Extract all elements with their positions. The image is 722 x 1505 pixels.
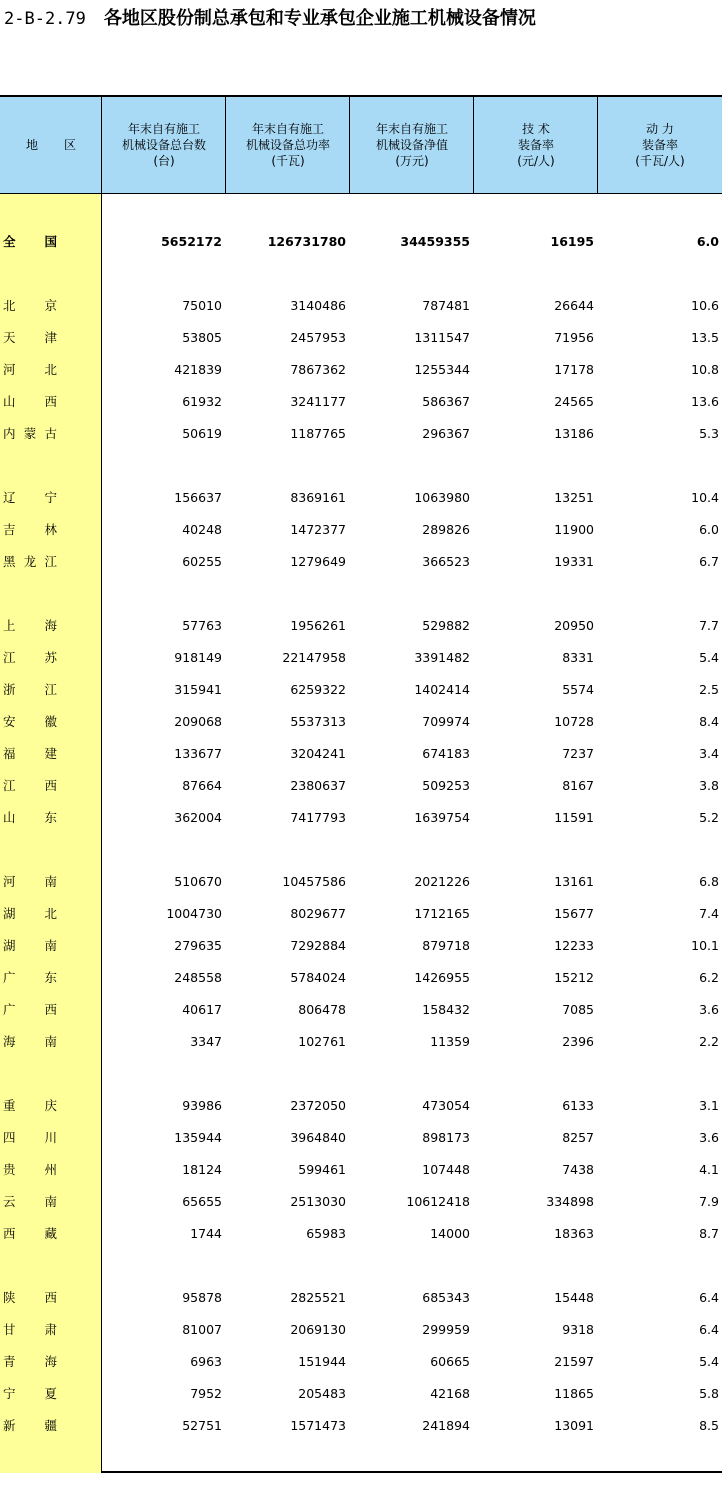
- cell-value: 3391482: [414, 650, 470, 665]
- region-name: 河 北: [3, 362, 57, 377]
- cell-value: 5784024: [290, 970, 346, 985]
- cell-value: 6259322: [290, 682, 346, 697]
- table-row: [0, 296, 722, 316]
- cell-value: 6133: [562, 1098, 594, 1113]
- cell-value: 20950: [554, 618, 594, 633]
- cell-value: 709974: [422, 714, 470, 729]
- table-row: [0, 1288, 722, 1308]
- region-name: 北 京: [3, 298, 57, 313]
- region-name: 海 南: [3, 1034, 57, 1049]
- table-row: [0, 1224, 722, 1244]
- cell-value: 42168: [430, 1386, 470, 1401]
- cell-value: 6.0: [699, 522, 719, 537]
- cell-value: 3.1: [699, 1098, 719, 1113]
- region-name: 广 东: [3, 970, 57, 985]
- cell-value: 3.6: [699, 1002, 719, 1017]
- table-row: [0, 712, 722, 732]
- cell-value: 7292884: [290, 938, 346, 953]
- header-line: (台): [153, 154, 175, 168]
- table-row: [0, 936, 722, 956]
- table-title: 各地区股份制总承包和专业承包企业施工机械设备情况: [103, 8, 536, 29]
- cell-value: 19331: [554, 554, 594, 569]
- cell-value: 473054: [422, 1098, 470, 1113]
- region-name: 河 南: [3, 874, 57, 889]
- cell-value: 362004: [174, 810, 222, 825]
- cell-value: 5.4: [699, 1354, 719, 1369]
- cell-value: 95878: [182, 1290, 222, 1305]
- cell-value: 3140486: [290, 298, 346, 313]
- region-name: 辽 宁: [3, 490, 57, 505]
- region-name: 重 庆: [3, 1098, 57, 1113]
- cell-value: 5.8: [699, 1386, 719, 1401]
- cell-value: 10.1: [691, 938, 719, 953]
- header-line: 机械设备净值: [375, 138, 448, 152]
- table-row: [0, 968, 722, 988]
- region-name: 云 南: [3, 1194, 57, 1209]
- header-power-rate: [597, 97, 722, 193]
- header-region-label: 地区: [25, 138, 102, 152]
- region-name: 湖 南: [3, 938, 57, 953]
- cell-value: 2.2: [699, 1034, 719, 1049]
- cell-value: 60665: [430, 1354, 470, 1369]
- region-name: 广 西: [3, 1002, 57, 1017]
- cell-value: 5574: [562, 682, 594, 697]
- region-name: 浙 江: [3, 682, 57, 697]
- cell-value: 6.4: [699, 1290, 719, 1305]
- cell-value: 10.4: [691, 490, 719, 505]
- table-row: [0, 872, 722, 892]
- table-row: [0, 616, 722, 636]
- cell-value: 2513030: [290, 1194, 346, 1209]
- region-name: 山 西: [3, 394, 57, 409]
- table-row: [0, 1096, 722, 1116]
- cell-value: 5652172: [161, 234, 222, 249]
- region-name: 宁 夏: [3, 1386, 57, 1401]
- cell-value: 2.5: [699, 682, 719, 697]
- cell-value: 13.5: [691, 330, 719, 345]
- header-total-units: [101, 97, 226, 193]
- cell-value: 52751: [182, 1418, 222, 1433]
- cell-value: 1956261: [290, 618, 346, 633]
- cell-value: 289826: [422, 522, 470, 537]
- region-name: 湖 北: [3, 906, 57, 921]
- cell-value: 1712165: [414, 906, 470, 921]
- cell-value: 1571473: [290, 1418, 346, 1433]
- header-line: 装备率: [641, 138, 678, 152]
- cell-value: 3.6: [699, 1130, 719, 1145]
- cell-value: 16195: [550, 234, 594, 249]
- cell-value: 135944: [174, 1130, 222, 1145]
- table-row: [0, 1192, 722, 1212]
- cell-value: 3964840: [290, 1130, 346, 1145]
- header-line: 动 力: [646, 122, 674, 136]
- cell-value: 81007: [182, 1322, 222, 1337]
- cell-value: 61932: [182, 394, 222, 409]
- table-row: [0, 680, 722, 700]
- cell-value: 674183: [422, 746, 470, 761]
- cell-value: 65655: [182, 1194, 222, 1209]
- cell-value: 13251: [554, 490, 594, 505]
- cell-value: 2380637: [290, 778, 346, 793]
- cell-value: 2069130: [290, 1322, 346, 1337]
- cell-value: 18363: [554, 1226, 594, 1241]
- cell-value: 6963: [190, 1354, 222, 1369]
- header-line: 年末自有施工: [127, 122, 200, 136]
- header-line: 机械设备总功率: [245, 138, 330, 152]
- region-name: 江 苏: [3, 650, 57, 665]
- region-name: 安 徽: [3, 714, 57, 729]
- cell-value: 57763: [182, 618, 222, 633]
- cell-value: 156637: [174, 490, 222, 505]
- cell-value: 918149: [174, 650, 222, 665]
- table-row: [0, 1384, 722, 1404]
- cell-value: 50619: [182, 426, 222, 441]
- cell-value: 296367: [422, 426, 470, 441]
- cell-value: 510670: [174, 874, 222, 889]
- cell-value: 1311547: [414, 330, 470, 345]
- table-row: [0, 648, 722, 668]
- cell-value: 10728: [554, 714, 594, 729]
- cell-value: 1744: [190, 1226, 222, 1241]
- cell-value: 1472377: [290, 522, 346, 537]
- header-line: (元/人): [517, 154, 555, 168]
- cell-value: 7438: [562, 1162, 594, 1177]
- cell-value: 133677: [174, 746, 222, 761]
- total-row: [0, 232, 722, 252]
- cell-value: 685343: [422, 1290, 470, 1305]
- cell-value: 3347: [190, 1034, 222, 1049]
- region-name: 新 疆: [3, 1418, 57, 1433]
- cell-value: 8029677: [290, 906, 346, 921]
- cell-value: 334898: [546, 1194, 594, 1209]
- cell-value: 3.8: [699, 778, 719, 793]
- cell-value: 8331: [562, 650, 594, 665]
- table-row: [0, 488, 722, 508]
- cell-value: 6.0: [696, 234, 719, 249]
- cell-value: 787481: [422, 298, 470, 313]
- region-name: 全 国: [3, 234, 57, 249]
- cell-value: 2021226: [414, 874, 470, 889]
- cell-value: 7085: [562, 1002, 594, 1017]
- cell-value: 10457586: [282, 874, 346, 889]
- cell-value: 2372050: [290, 1098, 346, 1113]
- region-name: 江 西: [3, 778, 57, 793]
- cell-value: 53805: [182, 330, 222, 345]
- cell-value: 1004730: [166, 906, 222, 921]
- region-name: 四 川: [3, 1130, 57, 1145]
- cell-value: 24565: [554, 394, 594, 409]
- cell-value: 9318: [562, 1322, 594, 1337]
- cell-value: 12233: [554, 938, 594, 953]
- region-name: 天 津: [3, 330, 57, 345]
- cell-value: 7.4: [699, 906, 719, 921]
- cell-value: 13186: [554, 426, 594, 441]
- region-name: 黑 龙 江: [3, 554, 57, 569]
- cell-value: 60255: [182, 554, 222, 569]
- region-name: 山 东: [3, 810, 57, 825]
- cell-value: 879718: [422, 938, 470, 953]
- cell-value: 4.1: [699, 1162, 719, 1177]
- cell-value: 10.6: [691, 298, 719, 313]
- table-row: [0, 904, 722, 924]
- data-table: [0, 95, 722, 1473]
- header-region: [0, 97, 102, 193]
- cell-value: 10612418: [406, 1194, 470, 1209]
- cell-value: 1279649: [290, 554, 346, 569]
- cell-value: 8.7: [699, 1226, 719, 1241]
- table-row: [0, 1416, 722, 1436]
- cell-value: 586367: [422, 394, 470, 409]
- table-row: [0, 808, 722, 828]
- header-line: 技 术: [522, 122, 550, 136]
- cell-value: 5.4: [699, 650, 719, 665]
- region-name: 甘 肃: [3, 1322, 57, 1337]
- cell-value: 806478: [298, 1002, 346, 1017]
- table-row: [0, 744, 722, 764]
- cell-value: 15212: [554, 970, 594, 985]
- cell-value: 15448: [554, 1290, 594, 1305]
- cell-value: 8.5: [699, 1418, 719, 1433]
- region-name: 上 海: [3, 618, 57, 633]
- cell-value: 8.4: [699, 714, 719, 729]
- cell-value: 1426955: [414, 970, 470, 985]
- cell-value: 898173: [422, 1130, 470, 1145]
- region-column-background: [0, 194, 102, 1473]
- cell-value: 13161: [554, 874, 594, 889]
- cell-value: 7417793: [290, 810, 346, 825]
- cell-value: 7.7: [699, 618, 719, 633]
- header-total-power: [225, 97, 350, 193]
- cell-value: 1187765: [290, 426, 346, 441]
- header-line: (万元): [395, 154, 429, 168]
- cell-value: 158432: [422, 1002, 470, 1017]
- cell-value: 93986: [182, 1098, 222, 1113]
- table-code: 2-B-2.79: [4, 9, 86, 29]
- cell-value: 3241177: [290, 394, 346, 409]
- cell-value: 11591: [554, 810, 594, 825]
- cell-value: 6.4: [699, 1322, 719, 1337]
- region-name: 贵 州: [3, 1162, 57, 1177]
- header-line: 装备率: [517, 138, 554, 152]
- cell-value: 1255344: [414, 362, 470, 377]
- cell-value: 205483: [298, 1386, 346, 1401]
- table-row: [0, 1320, 722, 1340]
- cell-value: 107448: [422, 1162, 470, 1177]
- table-row: [0, 360, 722, 380]
- cell-value: 8257: [562, 1130, 594, 1145]
- table-row: [0, 328, 722, 348]
- cell-value: 11865: [554, 1386, 594, 1401]
- cell-value: 241894: [422, 1418, 470, 1433]
- table-row: [0, 520, 722, 540]
- header-line: (千瓦): [271, 154, 305, 168]
- cell-value: 10.8: [691, 362, 719, 377]
- cell-value: 248558: [174, 970, 222, 985]
- table-header: [0, 97, 722, 194]
- cell-value: 1402414: [414, 682, 470, 697]
- cell-value: 14000: [430, 1226, 470, 1241]
- header-line: 年末自有施工: [251, 122, 324, 136]
- cell-value: 6.7: [699, 554, 719, 569]
- cell-value: 8369161: [290, 490, 346, 505]
- cell-value: 40617: [182, 1002, 222, 1017]
- cell-value: 13.6: [691, 394, 719, 409]
- cell-value: 7952: [190, 1386, 222, 1401]
- table-row: [0, 1032, 722, 1052]
- cell-value: 1639754: [414, 810, 470, 825]
- cell-value: 509253: [422, 778, 470, 793]
- table-row: [0, 392, 722, 412]
- cell-value: 299959: [422, 1322, 470, 1337]
- table-row: [0, 1352, 722, 1372]
- cell-value: 6.8: [699, 874, 719, 889]
- cell-value: 1063980: [414, 490, 470, 505]
- region-name: 吉 林: [3, 522, 57, 537]
- cell-value: 75010: [182, 298, 222, 313]
- cell-value: 209068: [174, 714, 222, 729]
- region-name: 西 藏: [3, 1226, 57, 1241]
- cell-value: 599461: [298, 1162, 346, 1177]
- cell-value: 7237: [562, 746, 594, 761]
- cell-value: 3204241: [290, 746, 346, 761]
- cell-value: 34459355: [400, 234, 470, 249]
- cell-value: 102761: [298, 1034, 346, 1049]
- table-row: [0, 552, 722, 572]
- cell-value: 11359: [430, 1034, 470, 1049]
- table-row: [0, 1160, 722, 1180]
- cell-value: 529882: [422, 618, 470, 633]
- cell-value: 65983: [306, 1226, 346, 1241]
- cell-value: 21597: [554, 1354, 594, 1369]
- cell-value: 17178: [554, 362, 594, 377]
- region-name: 内 蒙 古: [3, 426, 57, 441]
- cell-value: 315941: [174, 682, 222, 697]
- header-line: 机械设备总台数: [121, 138, 206, 152]
- header-tech-rate: [473, 97, 598, 193]
- cell-value: 2825521: [290, 1290, 346, 1305]
- table-row: [0, 1128, 722, 1148]
- cell-value: 126731780: [267, 234, 346, 249]
- table-row: [0, 776, 722, 796]
- cell-value: 11900: [554, 522, 594, 537]
- region-name: 福 建: [3, 746, 57, 761]
- cell-value: 71956: [554, 330, 594, 345]
- header-line: (千瓦/人): [635, 154, 685, 168]
- cell-value: 2396: [562, 1034, 594, 1049]
- region-name: 陕 西: [3, 1290, 57, 1305]
- cell-value: 5537313: [290, 714, 346, 729]
- cell-value: 13091: [554, 1418, 594, 1433]
- header-line: 年末自有施工: [375, 122, 448, 136]
- cell-value: 2457953: [290, 330, 346, 345]
- cell-value: 151944: [298, 1354, 346, 1369]
- page-title: [4, 6, 536, 32]
- cell-value: 6.2: [699, 970, 719, 985]
- cell-value: 22147958: [282, 650, 346, 665]
- table-row: [0, 424, 722, 444]
- cell-value: 7867362: [290, 362, 346, 377]
- header-net-value: [349, 97, 474, 193]
- region-name: 青 海: [3, 1354, 57, 1369]
- cell-value: 5.2: [699, 810, 719, 825]
- table-row: [0, 1000, 722, 1020]
- cell-value: 87664: [182, 778, 222, 793]
- cell-value: 3.4: [699, 746, 719, 761]
- cell-value: 366523: [422, 554, 470, 569]
- cell-value: 8167: [562, 778, 594, 793]
- cell-value: 5.3: [699, 426, 719, 441]
- cell-value: 26644: [554, 298, 594, 313]
- cell-value: 18124: [182, 1162, 222, 1177]
- cell-value: 15677: [554, 906, 594, 921]
- cell-value: 279635: [174, 938, 222, 953]
- cell-value: 7.9: [699, 1194, 719, 1209]
- cell-value: 40248: [182, 522, 222, 537]
- cell-value: 421839: [174, 362, 222, 377]
